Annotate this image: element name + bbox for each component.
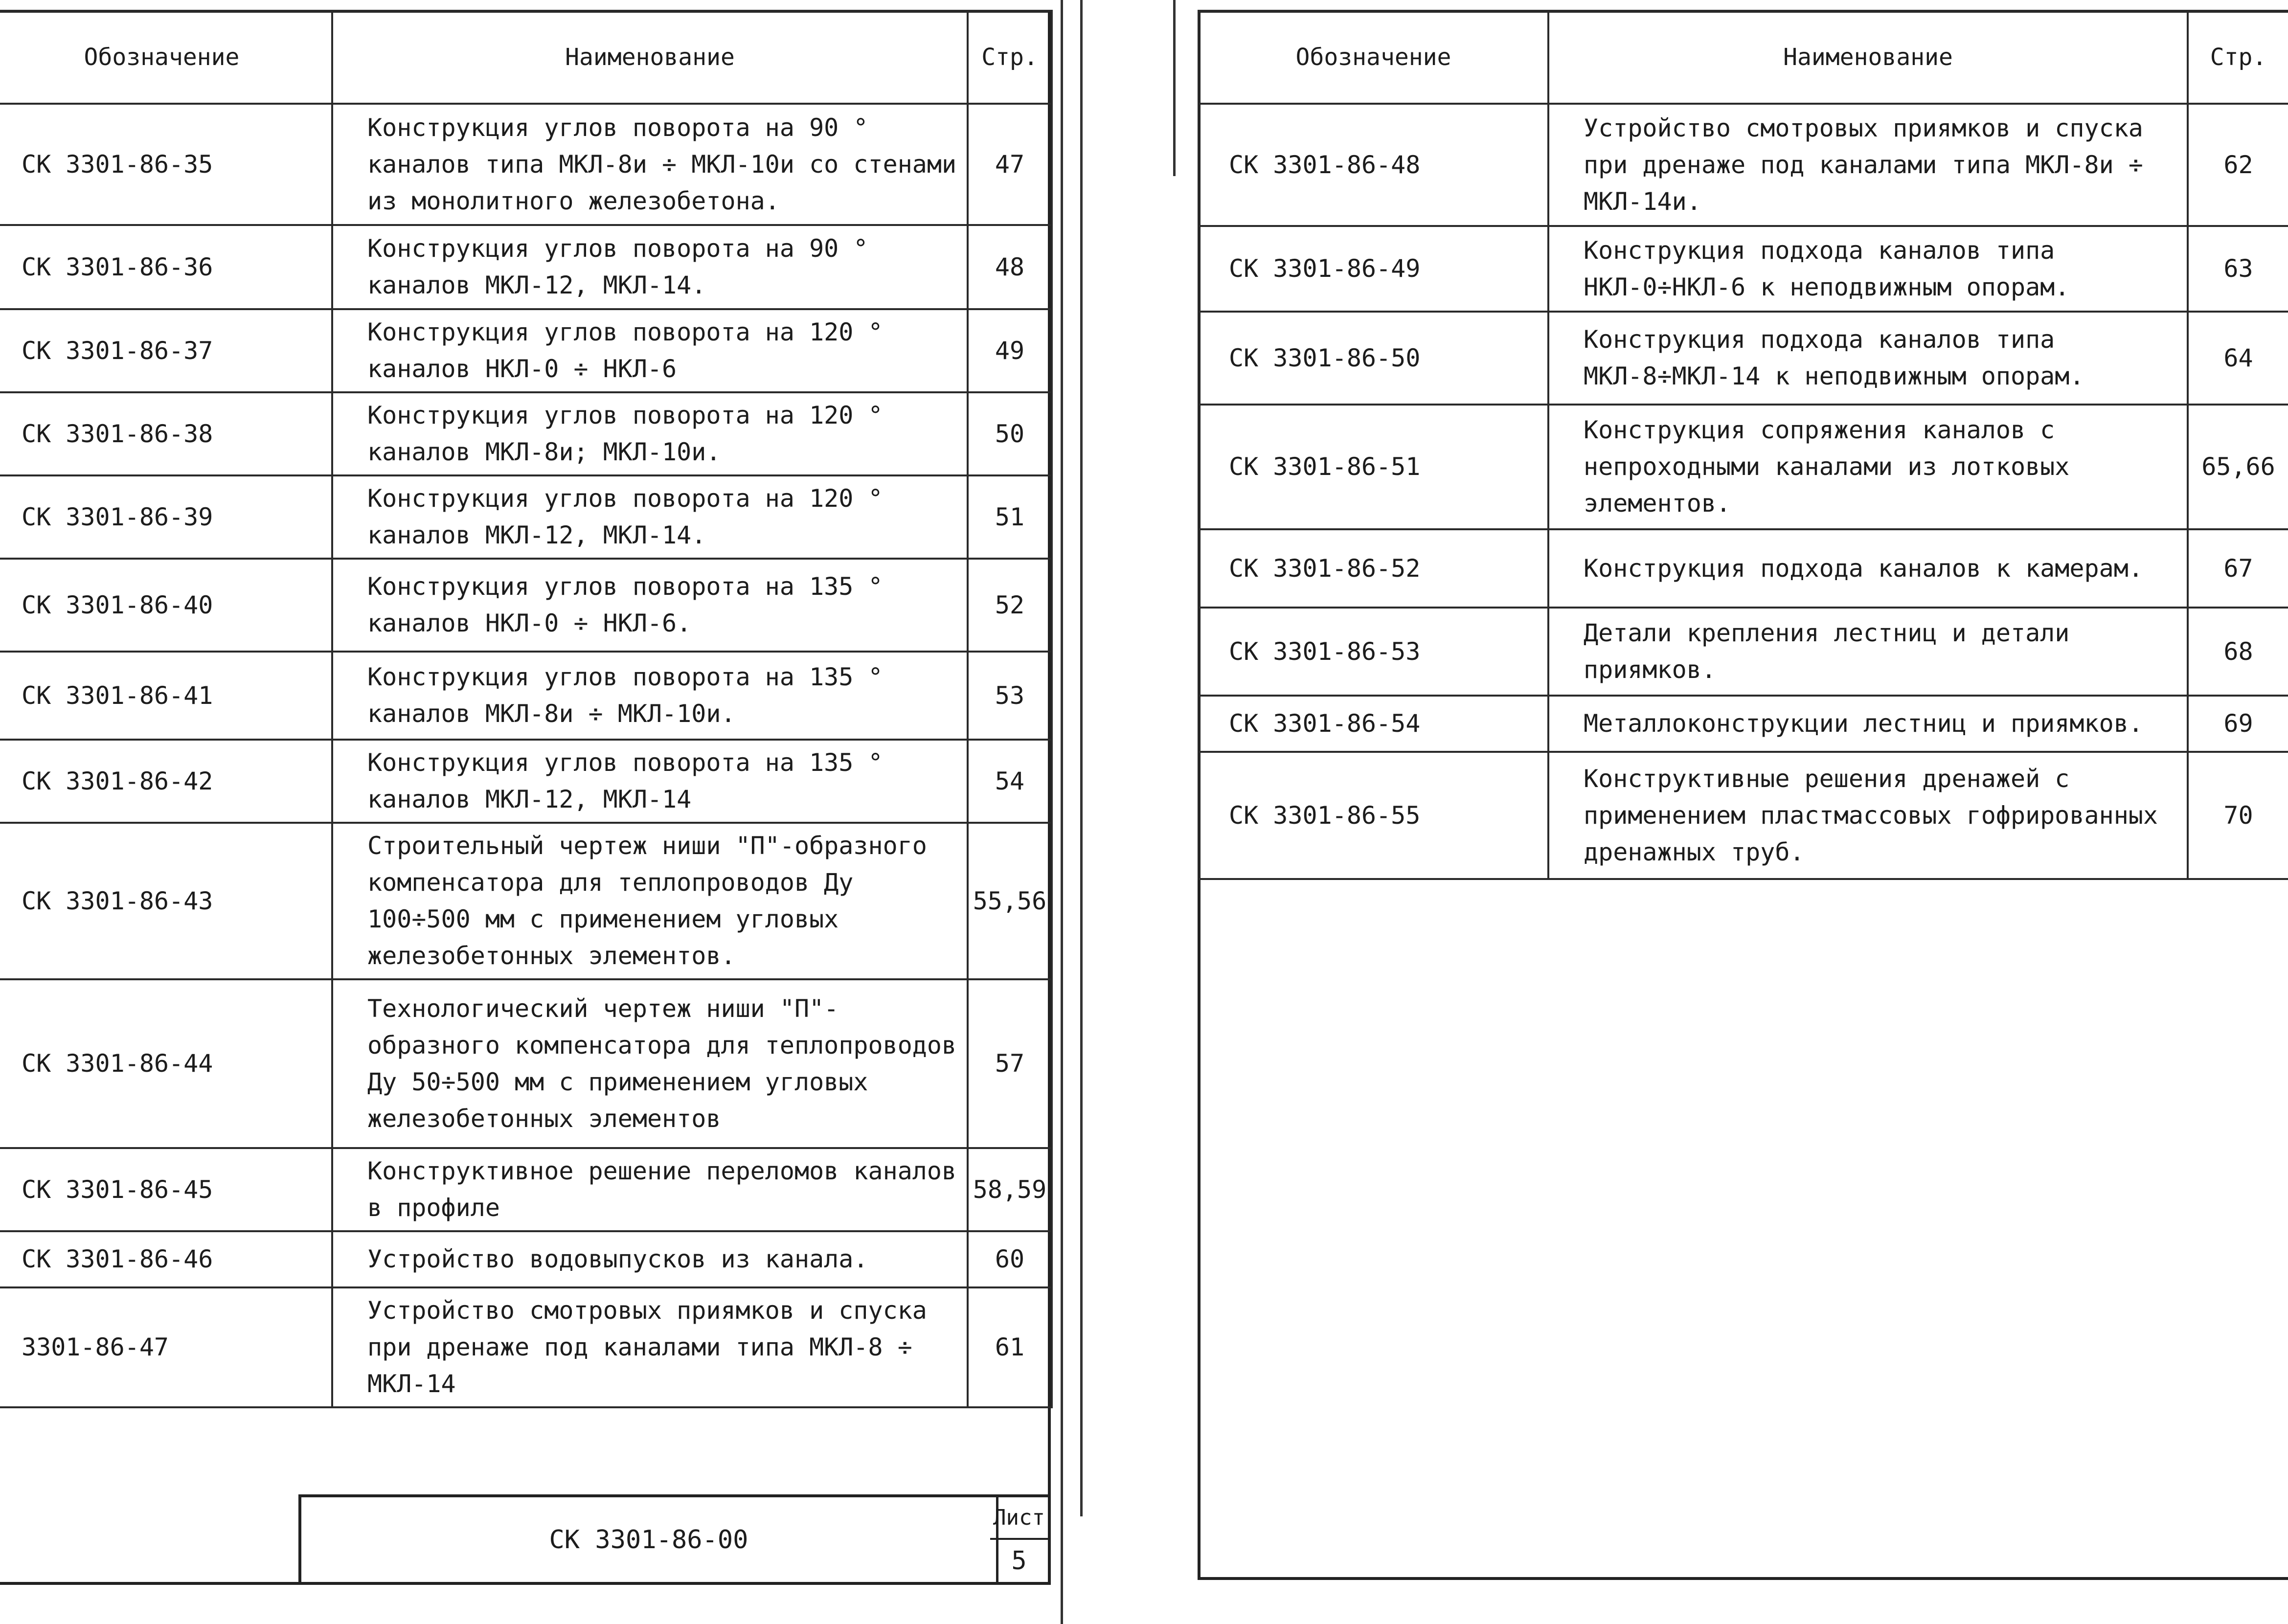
left-stamp-sheet-number: 5 [1011,1546,1027,1576]
row-code: СК 3301-86-51 [1199,405,1548,529]
row-name: Детали крепления лестниц и детали приямков. [1548,608,2188,696]
right-sheet [1189,0,2288,1595]
row-code: СК 3301-86-55 [1199,752,1548,879]
table-row [0,1148,1052,1231]
row-code: 3301-86-47 [0,1287,332,1407]
row-page: 48 [968,225,1052,309]
row-page: 52 [968,559,1052,652]
table-row [0,740,1052,823]
right-table-header [1199,11,2288,104]
row-page: 68 [2188,608,2288,696]
left-table-header [0,11,1052,104]
row-name: Конструкция углов поворота на 135 ° каналов МКЛ-8и ÷ МКЛ-10и. [332,652,968,740]
row-code: СК 3301-86-36 [0,225,332,309]
row-name: Устройство смотровых приямков и спуска при дренаже под каналами типа МКЛ-8 ÷ МКЛ-14 [332,1287,968,1407]
right-header-designation: Обозначение [1199,11,1548,104]
row-page: 53 [968,652,1052,740]
row-page: 58,59 [968,1148,1052,1231]
page-gutter [1061,0,1189,1624]
row-name: Конструкция углов поворота на 90 ° каналов типа МКЛ-8и ÷ МКЛ-10и со стенами из монолитного железобетона. [332,104,968,225]
row-name: Конструкция подхода каналов типа МКЛ-8÷МКЛ-14 к неподвижным опорам. [1548,312,2188,405]
table-row [0,979,1052,1148]
row-page: 51 [968,475,1052,559]
right-index-table [1198,10,2288,880]
row-name: Конструкция подхода каналов к камерам. [1548,529,2188,608]
row-name: Металлоконструкции лестниц и приямков. [1548,696,2188,752]
table-row [1199,752,2288,879]
left-stamp-code: СК 3301-86-00 [301,1497,998,1582]
row-code: СК 3301-86-41 [0,652,332,740]
table-row [0,1231,1052,1287]
row-name: Устройство водовыпусков из канала. [332,1231,968,1287]
row-name: Конструкция углов поворота на 135 ° каналов НКЛ-0 ÷ НКЛ-6. [332,559,968,652]
row-name: Конструктивные решения дренажей с применением пластмассовых гофрированных дренажных труб. [1548,752,2188,879]
row-code: СК 3301-86-43 [0,823,332,979]
row-name: Конструкция подхода каналов типа НКЛ-0÷НКЛ-6 к неподвижным опорам. [1548,226,2188,312]
row-page: 50 [968,392,1052,475]
row-page: 49 [968,309,1052,392]
row-page: 61 [968,1287,1052,1407]
left-header-page: Стр. [968,11,1052,104]
table-row [0,104,1052,225]
row-name: Конструктивное решение переломов каналов в профиле [332,1148,968,1231]
row-code: СК 3301-86-44 [0,979,332,1148]
row-name: Конструкция углов поворота на 120 ° каналов МКЛ-12, МКЛ-14. [332,475,968,559]
table-row [1199,529,2288,608]
gutter-line [1061,0,1063,1624]
table-row [0,392,1052,475]
table-row [1199,312,2288,405]
row-code: СК 3301-86-52 [1199,529,1548,608]
gutter-line [1173,0,1176,176]
row-page: 65,66 [2188,405,2288,529]
row-name: Конструкция углов поворота на 90 ° каналов МКЛ-12, МКЛ-14. [332,225,968,309]
row-code: СК 3301-86-38 [0,392,332,475]
right-header-name: Наименование [1548,11,2188,104]
row-name: Технологический чертеж ниши "П"-образного компенсатора для теплопроводов Ду 50÷500 мм с применением угловых железобетонных элементов [332,979,968,1148]
left-title-block [298,1494,1051,1585]
table-row [0,225,1052,309]
row-name: Конструкция углов поворота на 135 ° каналов МКЛ-12, МКЛ-14 [332,740,968,823]
table-row [0,1287,1052,1407]
table-row [0,823,1052,979]
row-name: Конструкция сопряжения каналов с непроходными каналами из лотковых элементов. [1548,405,2188,529]
row-page: 63 [2188,226,2288,312]
row-name: Строительный чертеж ниши "П"-образного компенсатора для теплопроводов Ду 100÷500 мм с применением угловых железобетонных элементов. [332,823,968,979]
row-code: СК 3301-86-45 [0,1148,332,1231]
row-code: СК 3301-86-48 [1199,104,1548,226]
row-page: 57 [968,979,1052,1148]
table-row [0,475,1052,559]
row-code: СК 3301-86-50 [1199,312,1548,405]
table-row [0,309,1052,392]
row-page: 62 [2188,104,2288,226]
row-name: Устройство смотровых приямков и спуска при дренаже под каналами типа МКЛ-8и ÷ МКЛ-14и. [1548,104,2188,226]
row-name: Конструкция углов поворота на 120 ° каналов НКЛ-0 ÷ НКЛ-6 [332,309,968,392]
table-row [1199,226,2288,312]
row-code: СК 3301-86-54 [1199,696,1548,752]
left-sheet [0,0,1057,1595]
row-page: 67 [2188,529,2288,608]
table-row [0,652,1052,740]
row-page: 47 [968,104,1052,225]
table-row [0,559,1052,652]
row-page: 64 [2188,312,2288,405]
row-code: СК 3301-86-35 [0,104,332,225]
left-stamp-sheet-label: Лист [990,1497,1048,1540]
gutter-line [1080,0,1083,1516]
table-row [1199,696,2288,752]
row-page: 54 [968,740,1052,823]
table-row [1199,608,2288,696]
table-row [1199,405,2288,529]
row-code: СК 3301-86-37 [0,309,332,392]
left-index-table [0,10,1053,1408]
right-header-page: Стр. [2188,11,2288,104]
row-code: СК 3301-86-46 [0,1231,332,1287]
row-page: 55,56 [968,823,1052,979]
row-code: СК 3301-86-40 [0,559,332,652]
row-code: СК 3301-86-42 [0,740,332,823]
row-code: СК 3301-86-39 [0,475,332,559]
row-code: СК 3301-86-53 [1199,608,1548,696]
row-code: СК 3301-86-49 [1199,226,1548,312]
left-header-name: Наименование [332,11,968,104]
row-page: 60 [968,1231,1052,1287]
row-name: Конструкция углов поворота на 120 ° каналов МКЛ-8и; МКЛ-10и. [332,392,968,475]
table-row [1199,104,2288,226]
row-page: 70 [2188,752,2288,879]
left-header-designation: Обозначение [0,11,332,104]
row-page: 69 [2188,696,2288,752]
